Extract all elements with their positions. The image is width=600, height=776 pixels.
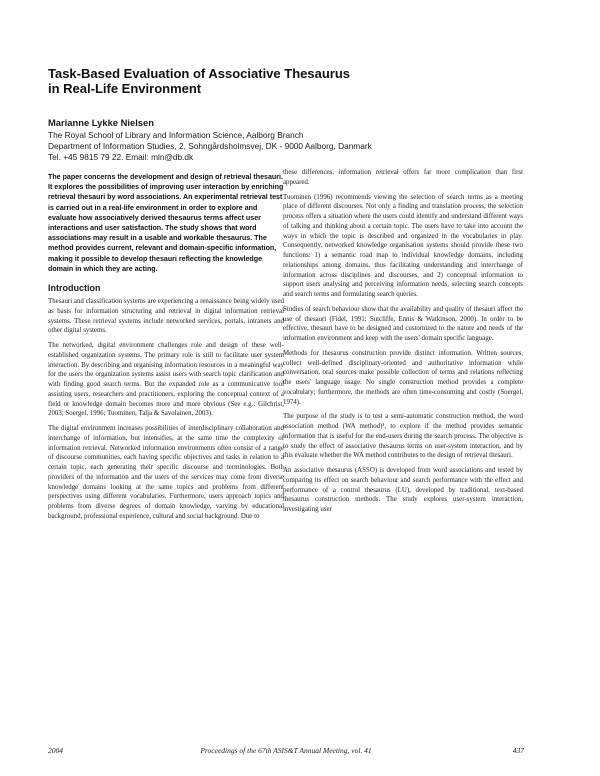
paragraph: Studies of search behaviour show that the availability and quality of thesauri affect the use of thesauri (Fidel, 1991; Sutcliffe, Ennis & Watkinson, 2000). In order to be effective, thesauri have to be designed and customized to the nature and needs of the information environment and keep with the users' domain specific language. <box>283 305 523 342</box>
author-name: Marianne Lykke Nielsen <box>48 117 154 128</box>
paragraph: Tuominen (1996) recommends viewing the selection of search terms as a meeting place of different discourses. Not only a finding and translation process, the selection process offers a situation where the users could identify and understand different ways of talking and thinking about a certain topic. The users have to take into account the ways in which the topic is described and organized in the vocabularies in play. Consequently, networked knowledge organisation systems should provide these two functions: 1) a semantic road map to individual knowledge domains, including relationships among domains, thus facilitating understanding and interchange of information across disciplines and discourses, and 2) conceptual information to support users analysing and perceiving information needs, selecting search concepts and search terms and formulating search queries. <box>283 193 523 298</box>
footer-proceedings: Proceedings of the 67th ASIS&T Annual Meeting, vol. 41 <box>200 746 372 755</box>
paragraph: The digital environment increases possibilities of interdisciplinary collaboration and interchange of information, but intensifies, at the same time the complexity of information retrieval. Networked information environments often consist of a range of discourse communities, each having specific objectives and tasks in relation to a certain topic, each generating their specific discourse and terminologies. Both providers of the information and the users of the services may come from diverse knowledge domains looking at the same topics and problems from different perspectives using different vocabularies. Furthermore, users approach topics and problems from diverse degrees of domain knowledge, varying by educational background, professional experience, cultural and social background. Due to <box>48 425 284 520</box>
contact-line: Tel. +45 9815 79 22. Email: mln@db.dk <box>48 152 194 162</box>
page-footer <box>48 746 524 758</box>
affiliation-line-2: Department of Information Studies, 2, Sohngårdsholmsvej, DK - 9000 Aalborg, Danmark <box>48 141 372 151</box>
paragraph: The purpose of the study is to test a semi-automatic construction method, the word association method (WA method)¹, to explore if the method provides semantic information that is useful for the end-users during the search process. The objective is to study the effect of associative thesaurus terms on user-system interaction, and by this evaluate whether the WA method contributes to the design of retrieval thesauri. <box>283 413 523 460</box>
abstract: The paper concerns the development and design of retrieval thesauri. It explores the possibilities of improving user interaction by enriching retrieval thesauri by word associations. An experimental retrieval test is carried out in a real-life environment in order to explore and evaluate how associatively derived thesaurus terms affect user interactions and user satisfaction. The study shows that word associations may result in a usable and workable thesaurus. The method provides current, relevant and domain-specific information, making it possible to develop thesauri reflecting the knowledge domain in which they are acting. <box>48 173 284 273</box>
title-line-1: Task-Based Evaluation of Associative Thesaurus <box>48 66 350 81</box>
left-column <box>48 172 284 527</box>
paragraph: these differences, information retrieval offers far more complication than first appeared. <box>283 169 523 186</box>
paragraph: Methods for thesaurus construction provide distinct information. Written sources, collect well-defined disciplinary-oriented and authoritative information while conversation, oral sources make possible collection of terms and relations reflecting the users' language usage. No single construction method provides a complete vocabulary; furthermore, the methods are often time-consuming and costly (Soergel, 1974). <box>283 349 523 406</box>
paragraph: Thesauri and classification systems are experiencing a renaissance being widely used as basis for information structuring and retrieval in digital information retrieval systems. These retrieval systems include networked services, portals, intranets and other digital systems. <box>48 298 284 335</box>
affiliation-line-1: The Royal School of Library and Information Science, Aalborg Branch <box>48 130 304 140</box>
paper-title <box>48 66 568 96</box>
footer-year: 2004 <box>48 746 63 755</box>
title-line-2: in Real-Life Environment <box>48 81 202 96</box>
paragraph: An associative thesaurus (ASSO) is developed from word associations and tested by comparing its effect on search behaviour and search performance with the effect and performance of a control thesaurus (LU), developed by traditional, text-based thesaurus construction methods. The study explores user-system interaction, investigating user <box>283 467 523 513</box>
paragraph: The networked, digital environment challenges role and design of these well-established organization systems. The primary role is still to facilitate user system interaction. By describing and organising information resources in a meaningful way for the users the organization systems assist users with search topic clarification and with finding good search terms. But the expanded role as a communicative tool assisting users, researchers and practitioners, exploring the conceptual context of a field or knowledge domain becomes more and more obvious (See e.g.: Gilchrist, 2003; Soergel, 1996; Tuominen, Talja & Savolainen, 2003). <box>48 342 284 418</box>
section-heading-introduction: Introduction <box>48 283 101 294</box>
footer-page-number: 437 <box>512 746 524 755</box>
author-block <box>48 116 568 163</box>
right-column <box>283 168 523 520</box>
